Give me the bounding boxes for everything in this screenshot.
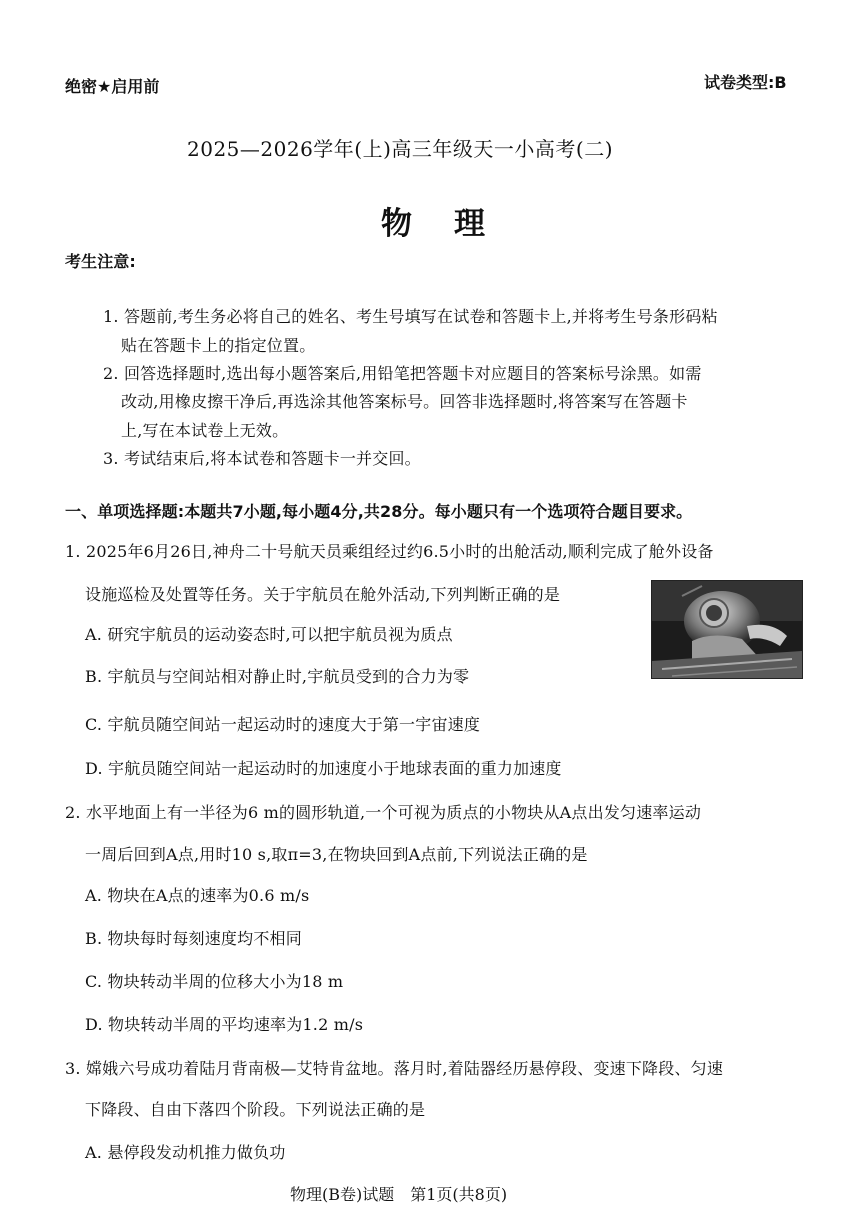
subject-title: 物理 [381,206,527,242]
q1-option-d: D. 宇航员随空间站一起运动时的加速度小于地球表面的重力加速度 [85,759,562,778]
notice-item-2: 2. 回答选择题时,选出每小题答案后,用铅笔把答题卡对应题目的答案标号涂黑。如需 [103,364,702,383]
q1-stem-line2: 设施巡检及处置等任务。关于宇航员在舱外活动,下列判断正确的是 [85,585,561,604]
q2-option-c: C. 物块转动半周的位移大小为18 m [85,972,344,991]
q3-stem-line2: 下降段、自由下落四个阶段。下列说法正确的是 [85,1100,426,1119]
notice-item-1-cont: 贴在答题卡上的指定位置。 [121,336,316,355]
q1-option-b: B. 宇航员与空间站相对静止时,宇航员受到的合力为零 [85,667,470,686]
astronaut-illustration [652,581,802,678]
q1-option-c: C. 宇航员随空间站一起运动时的速度大于第一宇宙速度 [85,715,481,734]
q3-stem-line1: 3. 嫦娥六号成功着陆月背南极—艾特肯盆地。落月时,着陆器经历悬停段、变速下降段、匀速 [65,1059,724,1078]
notice-item-2-cont: 改动,用橡皮擦干净后,再选涂其他答案标号。回答非选择题时,将答案写在答题卡 [121,392,688,411]
q1-stem-line1: 1. 2025年6月26日,神舟二十号航天员乘组经过约6.5小时的出舱活动,顺利完成了舱外设备 [65,542,714,561]
astronaut-photo [651,580,803,679]
q2-option-b: B. 物块每时每刻速度均不相同 [85,929,302,948]
q2-stem-line1: 2. 水平地面上有一半径为6 m的圆形轨道,一个可视为质点的小物块从A点出发匀速率运动 [65,803,702,822]
q1-option-a: A. 研究宇航员的运动姿态时,可以把宇航员视为质点 [85,625,453,644]
paper-type-label: 试卷类型:B [704,73,787,92]
page-footer: 物理(B卷)试题 第1页(共8页) [290,1185,508,1204]
section-heading: 一、单项选择题:本题共7小题,每小题4分,共28分。每小题只有一个选项符合题目要求。 [65,502,693,521]
notice-heading: 考生注意: [65,252,136,271]
confidential-label: 绝密★启用前 [65,77,160,96]
notice-item-1: 1. 答题前,考生务必将自己的姓名、考生号填写在试卷和答题卡上,并将考生号条形码粘 [103,307,718,326]
notice-item-3: 3. 考试结束后,将本试卷和答题卡一并交回。 [103,449,421,468]
exam-title: 2025—2026学年(上)高三年级天一小高考(二) [187,137,614,161]
q2-stem-line2: 一周后回到A点,用时10 s,取π=3,在物块回到A点前,下列说法正确的是 [85,845,588,864]
q2-option-d: D. 物块转动半周的平均速率为1.2 m/s [85,1015,364,1034]
q3-option-a: A. 悬停段发动机推力做负功 [85,1143,286,1162]
notice-item-2-cont2: 上,写在本试卷上无效。 [121,421,289,440]
q2-option-a: A. 物块在A点的速率为0.6 m/s [85,886,310,905]
